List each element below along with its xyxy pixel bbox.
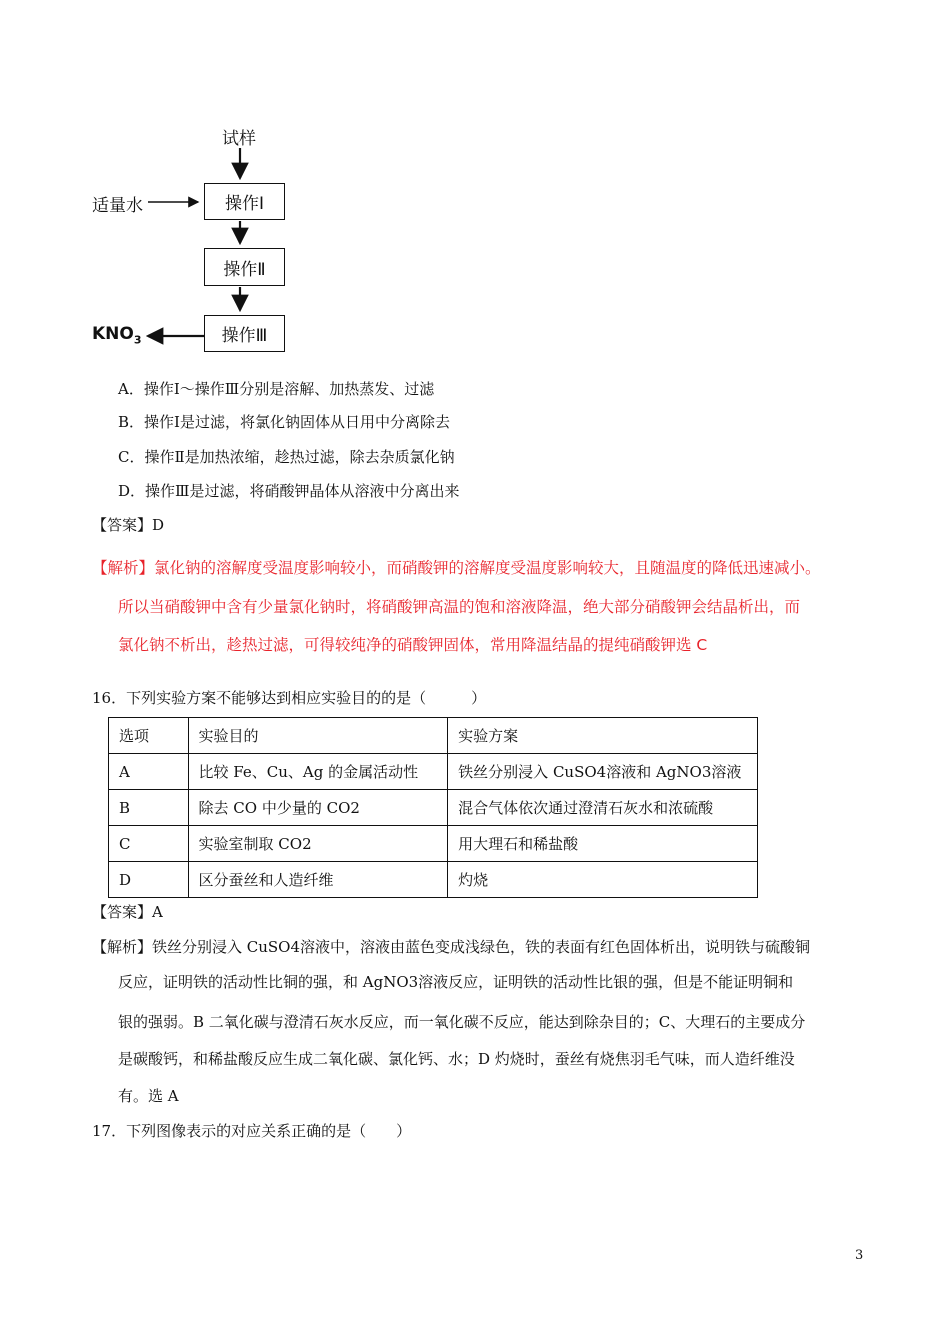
operation-1-box: 操作Ⅰ — [204, 183, 285, 220]
table-cell: D — [109, 862, 189, 898]
q15-analysis-line-3: 氯化钠不析出，趁热过滤，可得较纯净的硝酸钾固体，常用降温结晶的提纯硝酸钾选 C — [118, 636, 708, 654]
table-row — [109, 754, 758, 790]
flowchart-arrows — [0, 0, 950, 370]
table-header-cell: 实验目的 — [188, 718, 448, 754]
table-cell: B — [109, 790, 189, 826]
q16-table — [108, 717, 758, 898]
table-row — [109, 826, 758, 862]
table-cell: 实验室制取 CO2 — [188, 826, 448, 862]
q16-analysis-line-4: 是碳酸钙，和稀盐酸反应生成二氧化碳、氯化钙、水；D 灼烧时，蚕丝有烧焦羽毛气味，而人造纤维没 — [118, 1050, 795, 1068]
table-cell: 区分蚕丝和人造纤维 — [188, 862, 448, 898]
q15-analysis-line-1: 【解析】氯化钠的溶解度受温度影响较小，而硝酸钾的溶解度受温度影响较大，且随温度的降低迅速减小。 — [92, 559, 821, 577]
q15-option-d: D．操作Ⅲ是过滤，将硝酸钾晶体从溶液中分离出来 — [118, 482, 460, 500]
page-number: 3 — [855, 1248, 864, 1263]
table-cell: 用大理石和稀盐酸 — [448, 826, 758, 862]
operation-3-box: 操作Ⅲ — [204, 315, 285, 352]
table-cell: 比较 Fe、Cu、Ag 的金属活动性 — [188, 754, 448, 790]
q16-analysis-line-5: 有。选 A — [118, 1087, 179, 1105]
table-cell: 灼烧 — [448, 862, 758, 898]
q15-analysis-line-2: 所以当硝酸钾中含有少量氯化钠时，将硝酸钾高温的饱和溶液降温，绝大部分硝酸钾会结晶析出，而 — [118, 598, 801, 616]
product-label: $KNO_3$ — [92, 324, 142, 347]
table-cell: 混合气体依次通过澄清石灰水和浓硫酸 — [448, 790, 758, 826]
table-cell: A — [109, 754, 189, 790]
q16-stem: 16．下列实验方案不能够达到相应实验目的的是（ ） — [92, 689, 487, 707]
table-header-cell: 选项 — [109, 718, 189, 754]
q15-option-b: B．操作Ⅰ是过滤，将氯化钠固体从日用中分离除去 — [118, 413, 450, 431]
q16-analysis-line-2: 反应，证明铁的活动性比铜的强，和 AgNO3溶液反应，证明铁的活动性比银的强，但是不能证明铜和 — [118, 973, 794, 991]
table-header-row — [109, 718, 758, 754]
table-cell: 铁丝分别浸入 CuSO4溶液和 AgNO3溶液 — [448, 754, 758, 790]
table-cell: C — [109, 826, 189, 862]
q15-option-c: C．操作Ⅱ是加热浓缩，趁热过滤，除去杂质氯化钠 — [118, 448, 455, 466]
operation-2-box: 操作Ⅱ — [204, 248, 285, 286]
table-row — [109, 790, 758, 826]
water-label: 适量水 — [92, 196, 143, 216]
q16-analysis-line-3: 银的强弱。B 二氧化碳与澄清石灰水反应，而一氧化碳不反应，能达到除杂目的；C、大理石的主要成分 — [118, 1013, 806, 1031]
table-cell: 除去 CO 中少量的 CO2 — [188, 790, 448, 826]
q15-option-a: A．操作Ⅰ～操作Ⅲ分别是溶解、加热蒸发、过滤 — [118, 380, 435, 398]
q17-stem: 17．下列图像表示的对应关系正确的是（ ） — [92, 1122, 412, 1140]
q15-answer: 【答案】D — [92, 516, 165, 534]
q16-answer: 【答案】A — [92, 903, 163, 921]
q16-analysis-line-1: 【解析】铁丝分别浸入 CuSO4溶液中，溶液由蓝色变成浅绿色，铁的表面有红色固体析出，说明铁与硫酸铜 — [92, 938, 811, 956]
sample-label: 试样 — [222, 129, 256, 149]
table-header-cell: 实验方案 — [448, 718, 758, 754]
table-row — [109, 862, 758, 898]
